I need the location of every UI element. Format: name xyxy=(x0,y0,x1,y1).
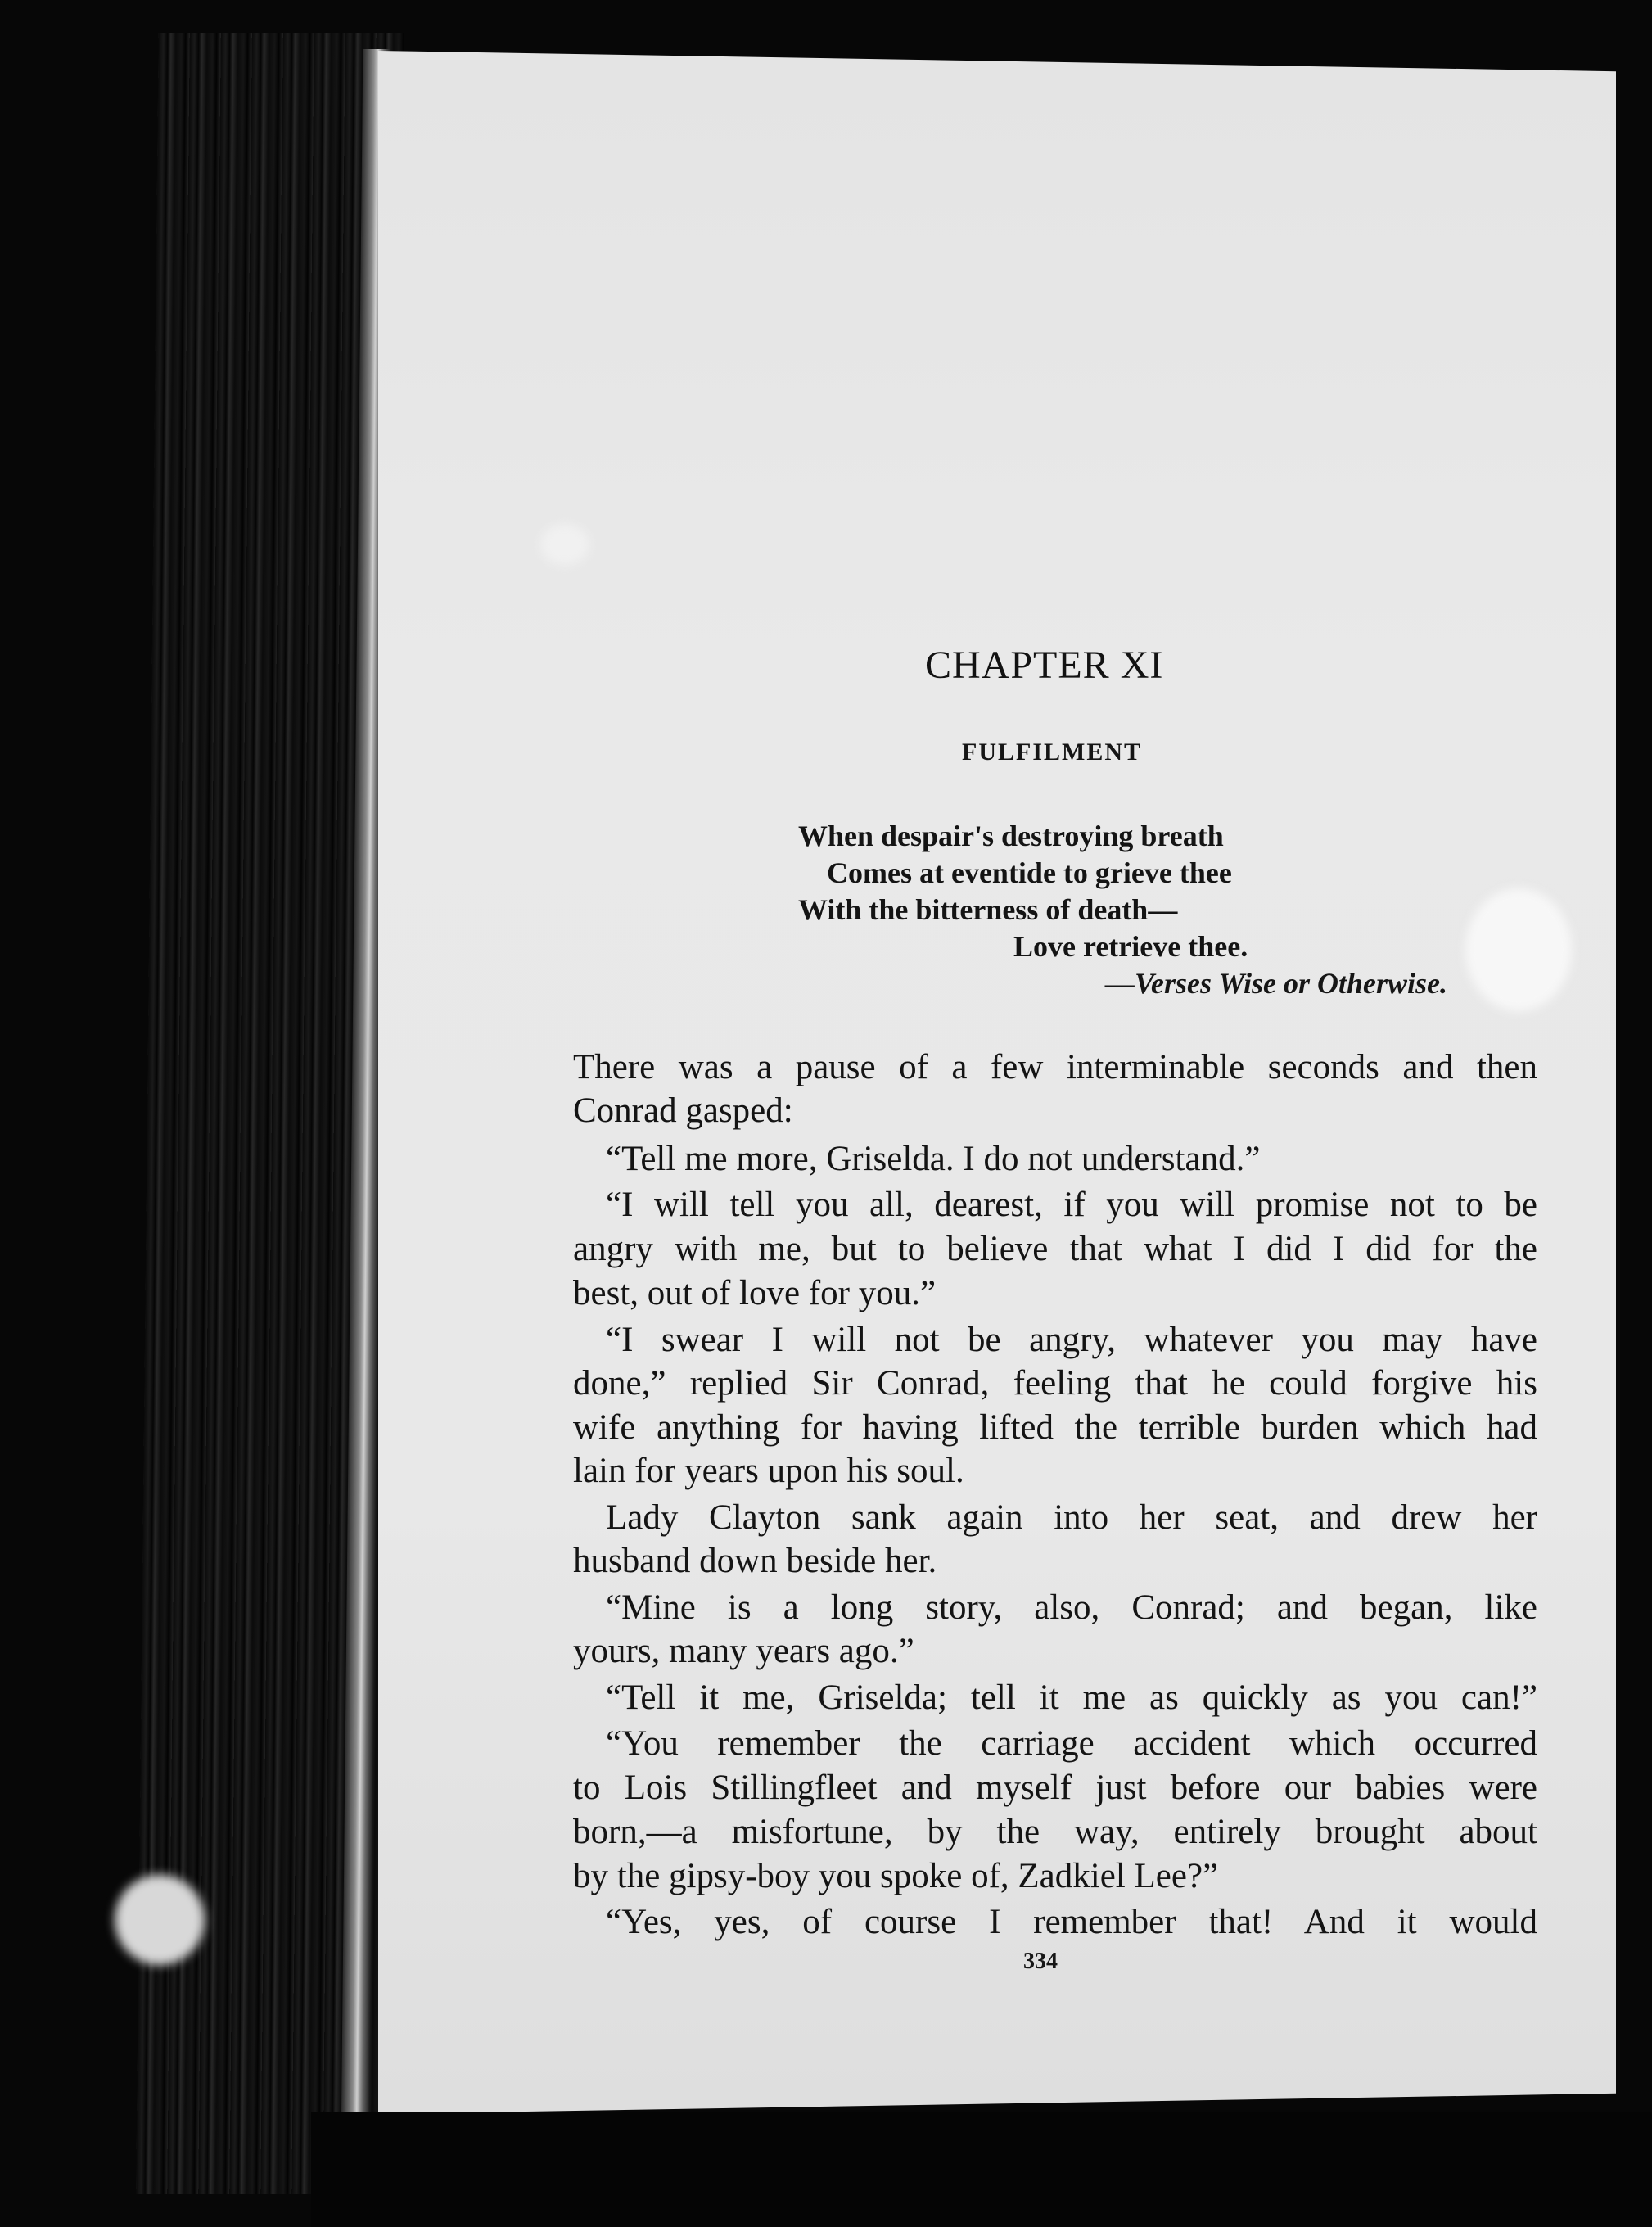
body-line: yours, many years ago.” xyxy=(573,1632,914,1670)
body-line: “You remember the carriage accident which occurred xyxy=(606,1724,1537,1763)
chapter-title: CHAPTER XI xyxy=(925,644,1164,687)
paper-stain xyxy=(1465,888,1572,1011)
body-line: by the gipsy-boy you spoke of, Zadkiel Lee?” xyxy=(573,1857,1219,1895)
body-line: best, out of love for you.” xyxy=(573,1274,937,1312)
body-line: “Tell me more, Griselda. I do not understand.” xyxy=(606,1140,1261,1178)
paper-stain xyxy=(540,524,589,565)
paper-stain xyxy=(115,1875,205,1965)
body-line: born,—a misfortune, by the way, entirely brought about xyxy=(573,1813,1537,1851)
body-line: “I will tell you all, dearest, if you will promise not to be xyxy=(606,1186,1537,1224)
body-line: wife anything for having lifted the terrible burden which had xyxy=(573,1408,1537,1447)
body-line: “Tell it me, Griselda; tell it me as quickly as you can!” xyxy=(606,1678,1537,1717)
body-line: done,” replied Sir Conrad, feeling that he could forgive his xyxy=(573,1364,1537,1403)
epigraph-line: Comes at eventide to grieve thee xyxy=(827,856,1232,889)
epigraph-line: With the bitterness of death— xyxy=(798,893,1178,926)
body-line: lain for years upon his soul. xyxy=(573,1452,964,1490)
body-line: There was a pause of a few interminable seconds and then xyxy=(573,1048,1537,1086)
body-line: “Yes, yes, of course I remember that! And it would xyxy=(606,1903,1537,1941)
epigraph-attribution: —Verses Wise or Otherwise. xyxy=(1105,967,1448,1000)
body-line: “I swear I will not be angry, whatever you may have xyxy=(606,1321,1537,1359)
epigraph-line: When despair's destroying breath xyxy=(798,820,1224,852)
body-line: angry with me, but to believe that what I did I did for the xyxy=(573,1230,1537,1268)
body-line: Lady Clayton sank again into her seat, and drew her xyxy=(606,1498,1537,1537)
body-line: to Lois Stillingfleet and myself just before our babies were xyxy=(573,1768,1537,1807)
page-number: 334 xyxy=(1023,1949,1058,1974)
chapter-subtitle: FULFILMENT xyxy=(962,739,1143,766)
body-line: Conrad gasped: xyxy=(573,1091,793,1130)
body-line: husband down beside her. xyxy=(573,1542,937,1580)
bottom-shadow xyxy=(311,2112,1652,2227)
body-line: “Mine is a long story, also, Conrad; and began, like xyxy=(606,1588,1537,1627)
epigraph-line: Love retrieve thee. xyxy=(1013,930,1248,963)
